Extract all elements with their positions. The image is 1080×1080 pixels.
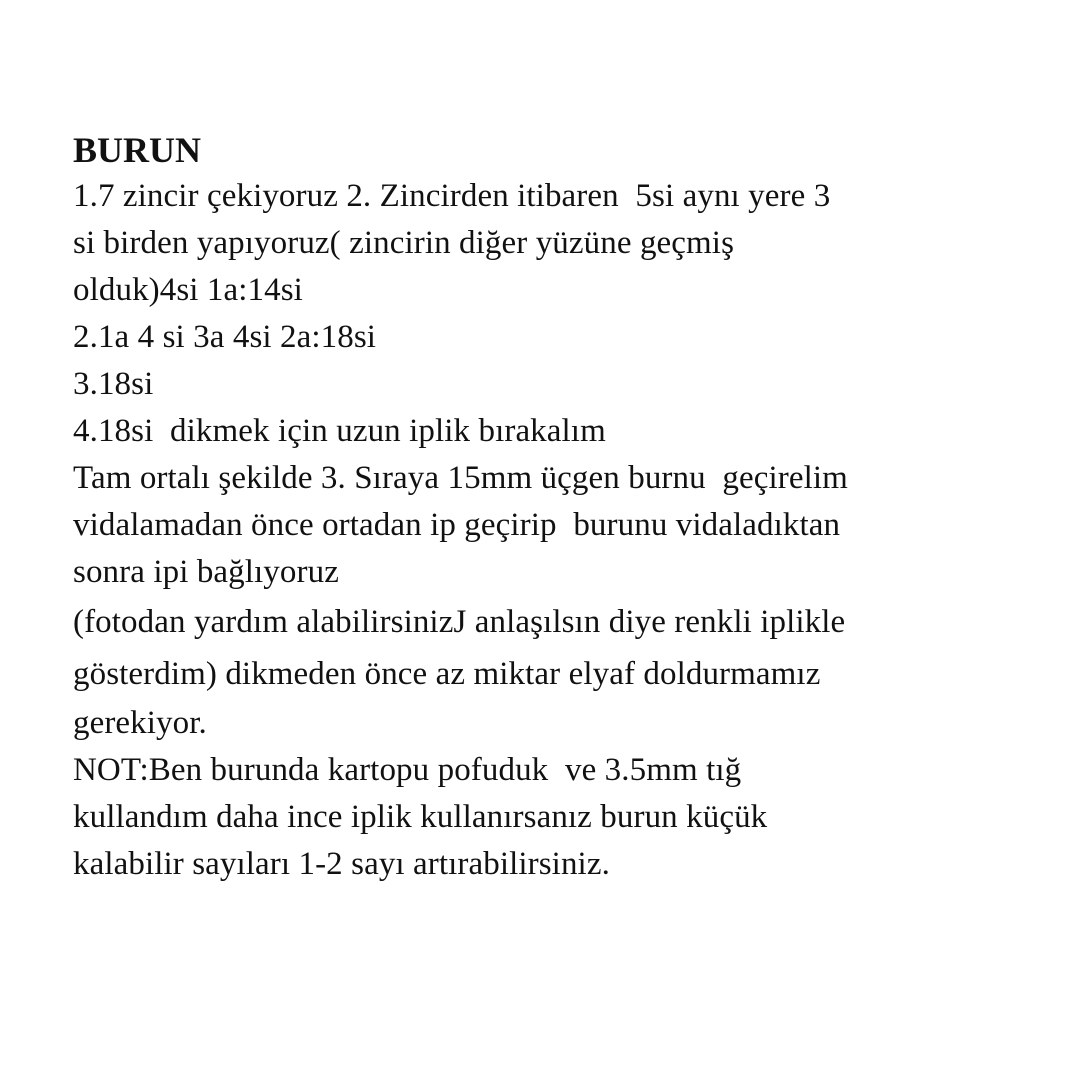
- text-line: vidalamadan önce ortadan ip geçirip burunu vidaladıktan: [73, 507, 841, 543]
- text-line: Tam ortalı şekilde 3. Sıraya 15mm üçgen burnu geçirelim: [73, 460, 848, 496]
- text-line: kalabilir sayıları 1-2 sayı artırabilirsiniz.: [73, 846, 610, 882]
- text-line: sonra ipi bağlıyoruz: [73, 554, 339, 590]
- document-title: BURUN: [73, 130, 202, 170]
- text-line: 2.1a 4 si 3a 4si 2a:18si: [73, 319, 377, 355]
- text-line: NOT:Ben burunda kartopu pofuduk ve 3.5mm tığ: [73, 752, 742, 788]
- text-block: [73, 127, 1033, 888]
- text-line: 1.7 zincir çekiyoruz 2. Zincirden itibaren 5si aynı yere 3: [73, 178, 831, 214]
- text-line: 3.18si: [73, 366, 154, 402]
- text-line: olduk)4si 1a:14si: [73, 272, 303, 308]
- text-line: gerekiyor.: [73, 705, 207, 741]
- text-line: gösterdim) dikmeden önce az miktar elyaf doldurmamız: [73, 656, 821, 692]
- text-line: (fotodan yardım alabilirsinizJ anlaşılsın diye renkli iplikle: [73, 604, 846, 640]
- text-line: si birden yapıyoruz( zincirin diğer yüzüne geçmiş: [73, 225, 735, 261]
- text-line: 4.18si dikmek için uzun iplik bırakalım: [73, 413, 606, 449]
- text-line: kullandım daha ince iplik kullanırsanız burun küçük: [73, 799, 768, 835]
